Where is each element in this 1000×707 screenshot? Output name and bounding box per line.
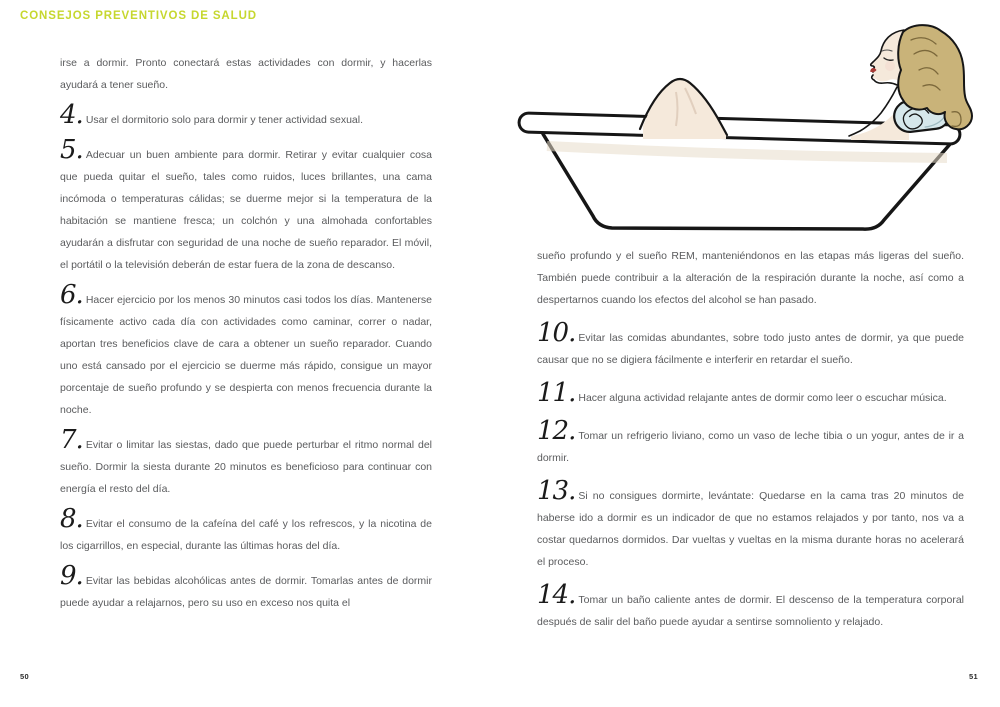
tip-item-5 <box>60 135 432 276</box>
tip-text-11: Hacer alguna actividad relajante antes de dormir como leer o escuchar música. <box>578 392 947 404</box>
tip-text-13: Si no consigues dormirte, levántate: Quedarse en la cama tras 20 minutos de haberse ido a dormir es un indicador de que no estamos relajados y por tanto, nos va a costar quedarnos dormidos. Dar vueltas y vueltas en la misma durante horas no acelerará el proceso. <box>537 490 964 568</box>
woman-in-bathtub-icon <box>513 20 985 242</box>
tip-text-7: Evitar o limitar las siestas, dado que puede perturbar el ritmo normal del sueño. Dormir la siesta durante 20 minutos es beneficioso para continuar con energía el resto del día. <box>60 439 432 495</box>
tip-item-7 <box>60 425 432 500</box>
tip-number-13: 13. <box>537 476 576 506</box>
tip-number-11: 11. <box>537 378 576 408</box>
tip-number-9: 9. <box>60 561 83 591</box>
tip-number-7: 7. <box>60 425 83 455</box>
page-title: CONSEJOS PREVENTIVOS DE SALUD <box>20 10 257 22</box>
right-page-column <box>537 245 964 649</box>
tip-number-10: 10. <box>537 318 576 348</box>
tip-text-14: Tomar un baño caliente antes de dormir. El descenso de la temperatura corporal después de salir del baño puede ayudar a sentirse somnoliento y relajado. <box>537 594 964 628</box>
tip-item-10 <box>537 318 964 371</box>
tip-item-4 <box>60 100 432 131</box>
tip-item-12 <box>537 416 964 469</box>
page-number-left: 50 <box>20 672 29 681</box>
tip-text-8: Evitar el consumo de la cafeína del café y los refrescos, y la nicotina de los cigarrillos, en especial, durante las últimas horas del día. <box>60 518 432 552</box>
tip-item-9 <box>60 561 432 614</box>
tip-item-11 <box>537 378 964 409</box>
bathtub-illustration <box>513 20 985 242</box>
tip-item-14 <box>537 580 964 633</box>
intro-paragraph: irse a dormir. Pronto conectará estas actividades con dormir, y hacerlas ayudará a tener sueño. <box>60 57 432 91</box>
tip-text-6: Hacer ejercicio por los menos 30 minutos casi todos los días. Mantenerse físicamente activo cada día con actividades como caminar, correr o nadar, aportan tres beneficios clave de cara a obtener un sueño reparador. Cuando uno está cansado por el ejercicio se duerme más rápido, consigue un mayor porcentaje de sueño profundo y se despierta con menos frecuencia durante la noche. <box>60 294 432 416</box>
tip-item-6 <box>60 280 432 421</box>
tip-number-8: 8. <box>60 504 83 534</box>
tip-number-14: 14. <box>537 580 576 610</box>
tip-text-12: Tomar un refrigerio liviano, como un vaso de leche tibia o un yogur, antes de ir a dormir. <box>537 430 964 464</box>
page-number-right: 51 <box>969 672 978 681</box>
continuation-paragraph: sueño profundo y el sueño REM, manteniéndonos en las etapas más ligeras del sueño. También puede contribuir a la alteración de la respiración durante la noche, así como a despertarnos cuando los efectos del alcohol se han pasado. <box>537 250 964 306</box>
tip-item-13 <box>537 476 964 573</box>
tip-number-4: 4. <box>60 100 83 130</box>
tip-number-12: 12. <box>537 416 576 446</box>
tip-text-9: Evitar las bebidas alcohólicas antes de dormir. Tomarlas antes de dormir puede ayudar a relajarnos, pero su uso en exceso nos quita el <box>60 575 432 609</box>
left-page-column <box>60 52 432 627</box>
tip-number-6: 6. <box>60 280 83 310</box>
tip-number-5: 5. <box>60 135 83 165</box>
tip-text-4: Usar el dormitorio solo para dormir y tener actividad sexual. <box>85 114 364 126</box>
tip-item-8 <box>60 504 432 557</box>
tip-text-10: Evitar las comidas abundantes, sobre todo justo antes de dormir, ya que puede causar que no se digiera fácilmente e interferir en retardar el sueño. <box>537 332 964 366</box>
cheek-blush <box>885 61 895 71</box>
tip-text-5: Adecuar un buen ambiente para dormir. Retirar y evitar cualquier cosa que pueda quitar el sueño, tales como ruidos, luces brillantes, una cama incómoda o temperaturas cálidas; se duerme mejor si la temperatura de la habitación se mantiene fresca; un colchón y una almohada confortables ayudarán a disfrutar con seguridad de una noche de sueño reparador. El móvil, el portátil o la televisión deberán de estar fuera de la zona de descanso. <box>60 149 432 271</box>
